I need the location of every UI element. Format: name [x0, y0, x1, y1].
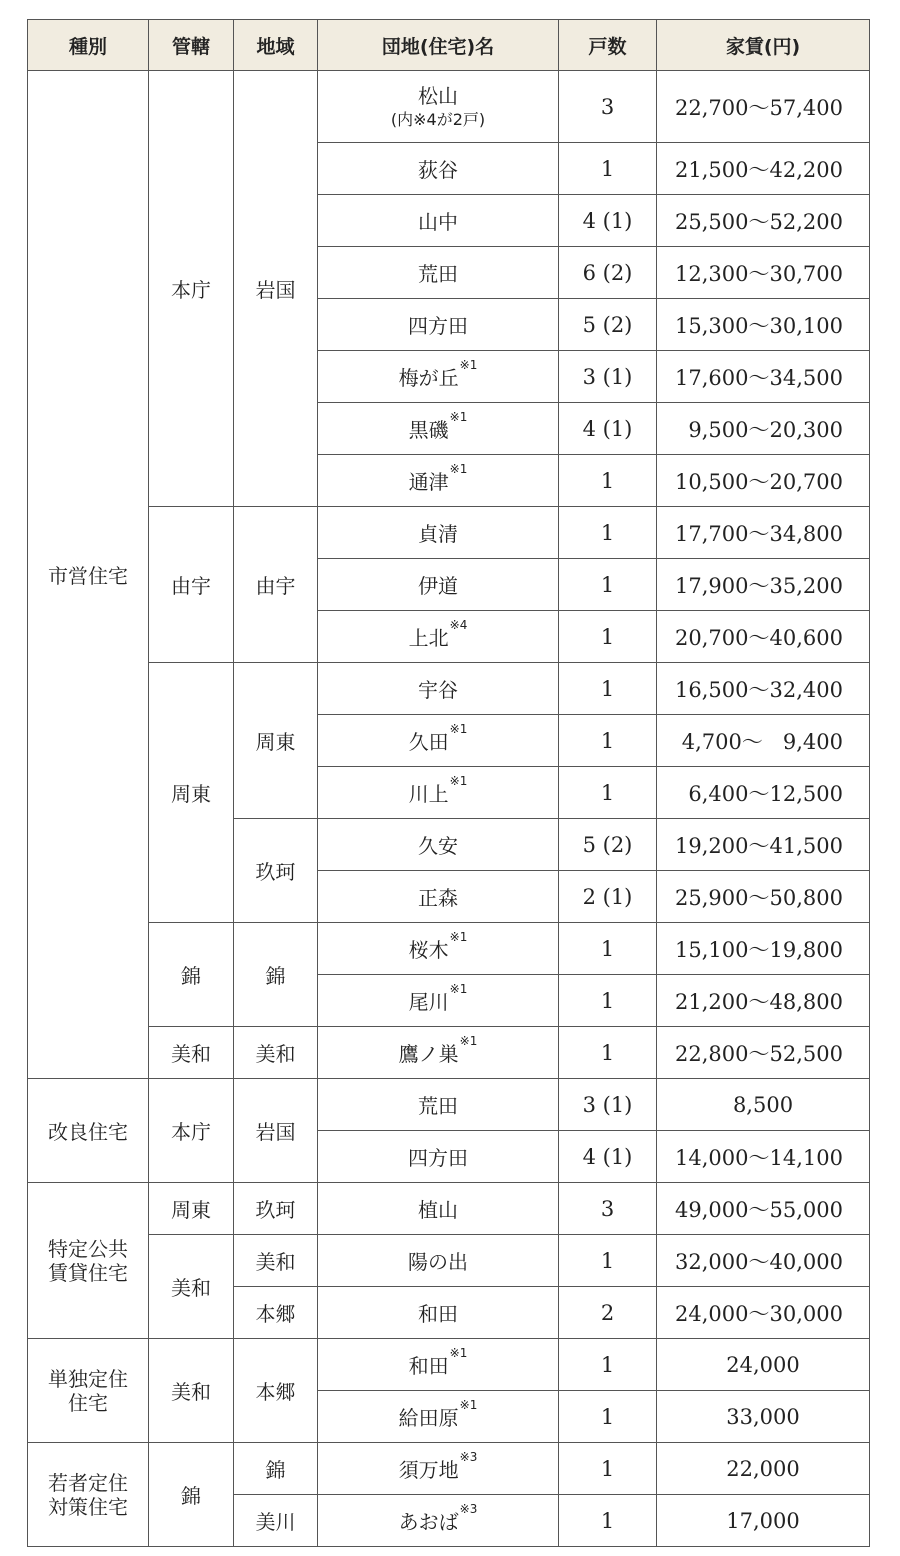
complex-name-text: 通津 [408, 470, 449, 494]
complex-name [318, 71, 559, 143]
header-complex: 団地(住宅)名 [318, 20, 559, 71]
rent-cell: 25,500～52,200 [657, 195, 870, 247]
footnote-mark: ※3 [459, 1502, 478, 1516]
complex-name [318, 611, 559, 663]
complex-name [318, 1339, 559, 1391]
complex-name-text: 給田原 [398, 1406, 459, 1430]
header-area: 地域 [234, 20, 318, 71]
group-specified [28, 1183, 149, 1339]
footnote-mark: ※1 [459, 358, 478, 372]
complex-name [318, 767, 559, 819]
complex-name [318, 403, 559, 455]
units-cell: 1 [559, 1495, 657, 1547]
units-cell: 1 [559, 1235, 657, 1287]
table-row [28, 1079, 870, 1131]
complex-name: 荒田 [318, 247, 559, 299]
complex-name [318, 1027, 559, 1079]
group-label-line1: 特定公共 [48, 1236, 128, 1261]
rent-cell: 22,700～57,400 [657, 71, 870, 143]
rent-cell: 17,000 [657, 1495, 870, 1547]
footnote-mark: ※1 [449, 982, 468, 996]
footnote-mark: ※1 [449, 930, 468, 944]
units-cell: 2 [559, 1287, 657, 1339]
units-cell: 3 [559, 1183, 657, 1235]
complex-name: 宇谷 [318, 663, 559, 715]
table-row [28, 923, 870, 975]
complex-name-text: あおば [398, 1510, 459, 1534]
complex-name: 四方田 [318, 299, 559, 351]
rent-cell: 10,500～20,700 [657, 455, 870, 507]
complex-name: 四方田 [318, 1131, 559, 1183]
complex-name-text: 尾川 [408, 990, 449, 1014]
units-cell: 1 [559, 715, 657, 767]
rent-cell: 49,000～55,000 [657, 1183, 870, 1235]
complex-name-text: 久田 [408, 730, 449, 754]
group-single [28, 1339, 149, 1443]
rent-to: 9,400 [782, 729, 843, 754]
complex-name [318, 1443, 559, 1495]
jurisdiction-cell: 本庁 [149, 71, 234, 507]
units-cell: 1 [559, 455, 657, 507]
header-type: 種別 [28, 20, 149, 71]
rent-cell: 22,800～52,500 [657, 1027, 870, 1079]
rent-cell: 25,900～50,800 [657, 871, 870, 923]
units-cell: 1 [559, 767, 657, 819]
rent-cell: 32,000～40,000 [657, 1235, 870, 1287]
rent-cell: 6,400～12,500 [657, 767, 870, 819]
rent-cell: 17,700～34,800 [657, 507, 870, 559]
area-cell: 周東 [234, 663, 318, 819]
complex-name-text: 松山 [418, 83, 458, 108]
header-units: 戸数 [559, 20, 657, 71]
units-cell: 1 [559, 975, 657, 1027]
footnote-mark: ※3 [459, 1450, 478, 1464]
rent-cell: 21,200～48,800 [657, 975, 870, 1027]
group-label-line2: 賃貸住宅 [48, 1260, 128, 1285]
footnote-mark: ※1 [449, 722, 468, 736]
group-label-line2: 住宅 [68, 1390, 108, 1415]
units-cell: 1 [559, 1339, 657, 1391]
units-cell: 5 (2) [559, 299, 657, 351]
complex-name: 和田 [318, 1287, 559, 1339]
units-cell: 6 (2) [559, 247, 657, 299]
units-cell: 1 [559, 143, 657, 195]
units-cell: 4 (1) [559, 1131, 657, 1183]
area-cell: 本郷 [234, 1287, 318, 1339]
units-cell: 3 (1) [559, 351, 657, 403]
rent-cell: 15,100～19,800 [657, 923, 870, 975]
complex-name-text: 桜木 [408, 938, 449, 962]
header-rent: 家賃(円) [657, 20, 870, 71]
complex-name: 山中 [318, 195, 559, 247]
table-row [28, 71, 870, 143]
footnote-mark: ※1 [459, 1398, 478, 1412]
area-cell: 錦 [234, 1443, 318, 1495]
table-row [28, 1027, 870, 1079]
jurisdiction-cell: 周東 [149, 1183, 234, 1235]
rent-cell: 33,000 [657, 1391, 870, 1443]
footnote-mark: ※4 [449, 618, 468, 632]
complex-name: 久安 [318, 819, 559, 871]
rent-cell: 14,000～14,100 [657, 1131, 870, 1183]
complex-name-text: 川上 [408, 782, 449, 806]
rent-cell [657, 715, 870, 767]
units-cell: 2 (1) [559, 871, 657, 923]
area-cell: 美和 [234, 1027, 318, 1079]
rent-from: 4,700～ [681, 729, 763, 754]
units-cell: 1 [559, 507, 657, 559]
complex-name-text: 黒磯 [408, 418, 449, 442]
rent-cell: 24,000～30,000 [657, 1287, 870, 1339]
group-label-line1: 若者定住 [48, 1470, 128, 1495]
group-youth [28, 1443, 149, 1547]
header-jurisdiction: 管轄 [149, 20, 234, 71]
table-row [28, 663, 870, 715]
area-cell: 錦 [234, 923, 318, 1027]
complex-name [318, 1391, 559, 1443]
units-cell: 4 (1) [559, 403, 657, 455]
area-cell: 由宇 [234, 507, 318, 663]
footnote-mark: ※1 [459, 1034, 478, 1048]
footnote-mark: ※1 [449, 462, 468, 476]
table-row [28, 1443, 870, 1495]
rent-cell: 22,000 [657, 1443, 870, 1495]
group-municipal: 市営住宅 [28, 71, 149, 1079]
rent-cell: 17,600～34,500 [657, 351, 870, 403]
table-row [28, 1183, 870, 1235]
units-cell: 3 (1) [559, 1079, 657, 1131]
complex-name: 伊道 [318, 559, 559, 611]
units-cell: 1 [559, 923, 657, 975]
rent-cell: 8,500 [657, 1079, 870, 1131]
footnote-mark: ※1 [449, 410, 468, 424]
complex-name: 荻谷 [318, 143, 559, 195]
complex-name [318, 975, 559, 1027]
units-cell: 1 [559, 663, 657, 715]
complex-name: 正森 [318, 871, 559, 923]
area-cell: 美川 [234, 1495, 318, 1547]
units-cell: 5 (2) [559, 819, 657, 871]
complex-name [318, 1495, 559, 1547]
jurisdiction-cell: 錦 [149, 923, 234, 1027]
jurisdiction-cell: 本庁 [149, 1079, 234, 1183]
rent-cell: 17,900～35,200 [657, 559, 870, 611]
jurisdiction-cell: 美和 [149, 1339, 234, 1443]
rent-cell: 24,000 [657, 1339, 870, 1391]
units-cell: 1 [559, 1391, 657, 1443]
complex-name-text: 上北 [408, 626, 449, 650]
rent-cell: 21,500～42,200 [657, 143, 870, 195]
jurisdiction-cell: 由宇 [149, 507, 234, 663]
complex-name [318, 715, 559, 767]
units-cell: 1 [559, 1443, 657, 1495]
complex-name [318, 923, 559, 975]
rent-cell: 19,200～41,500 [657, 819, 870, 871]
jurisdiction-cell: 美和 [149, 1235, 234, 1339]
units-cell: 1 [559, 611, 657, 663]
units-cell: 1 [559, 1027, 657, 1079]
rent-cell: 12,300～30,700 [657, 247, 870, 299]
complex-name-text: 鷹ノ巣 [398, 1042, 459, 1066]
jurisdiction-cell: 錦 [149, 1443, 234, 1547]
complex-name-text: 和田 [408, 1354, 449, 1378]
header-row [28, 20, 870, 71]
rent-cell: 20,700～40,600 [657, 611, 870, 663]
rent-cell: 9,500～20,300 [657, 403, 870, 455]
complex-name [318, 351, 559, 403]
rent-cell: 16,500～32,400 [657, 663, 870, 715]
group-label-line2: 対策住宅 [48, 1494, 128, 1519]
complex-name: 陽の出 [318, 1235, 559, 1287]
table-row [28, 1235, 870, 1287]
rent-cell: 15,300～30,100 [657, 299, 870, 351]
complex-note: (内※4が2戸) [390, 109, 486, 129]
group-improved: 改良住宅 [28, 1079, 149, 1183]
complex-name: 植山 [318, 1183, 559, 1235]
footnote-mark: ※1 [449, 774, 468, 788]
area-cell: 玖珂 [234, 819, 318, 923]
complex-name: 貞清 [318, 507, 559, 559]
area-cell: 岩国 [234, 71, 318, 507]
area-cell: 岩国 [234, 1079, 318, 1183]
footnote-mark: ※1 [449, 1346, 468, 1360]
group-label-line1: 単独定住 [48, 1366, 128, 1391]
table-row [28, 507, 870, 559]
jurisdiction-cell: 美和 [149, 1027, 234, 1079]
area-cell: 本郷 [234, 1339, 318, 1443]
housing-table [27, 19, 870, 1547]
complex-name [318, 455, 559, 507]
complex-name-text: 梅が丘 [398, 366, 459, 390]
jurisdiction-cell: 周東 [149, 663, 234, 923]
table-row [28, 1339, 870, 1391]
units-cell: 1 [559, 559, 657, 611]
complex-name-text: 須万地 [398, 1458, 459, 1482]
units-cell: 4 (1) [559, 195, 657, 247]
units-cell: 3 [559, 71, 657, 143]
complex-name: 荒田 [318, 1079, 559, 1131]
area-cell: 玖珂 [234, 1183, 318, 1235]
area-cell: 美和 [234, 1235, 318, 1287]
